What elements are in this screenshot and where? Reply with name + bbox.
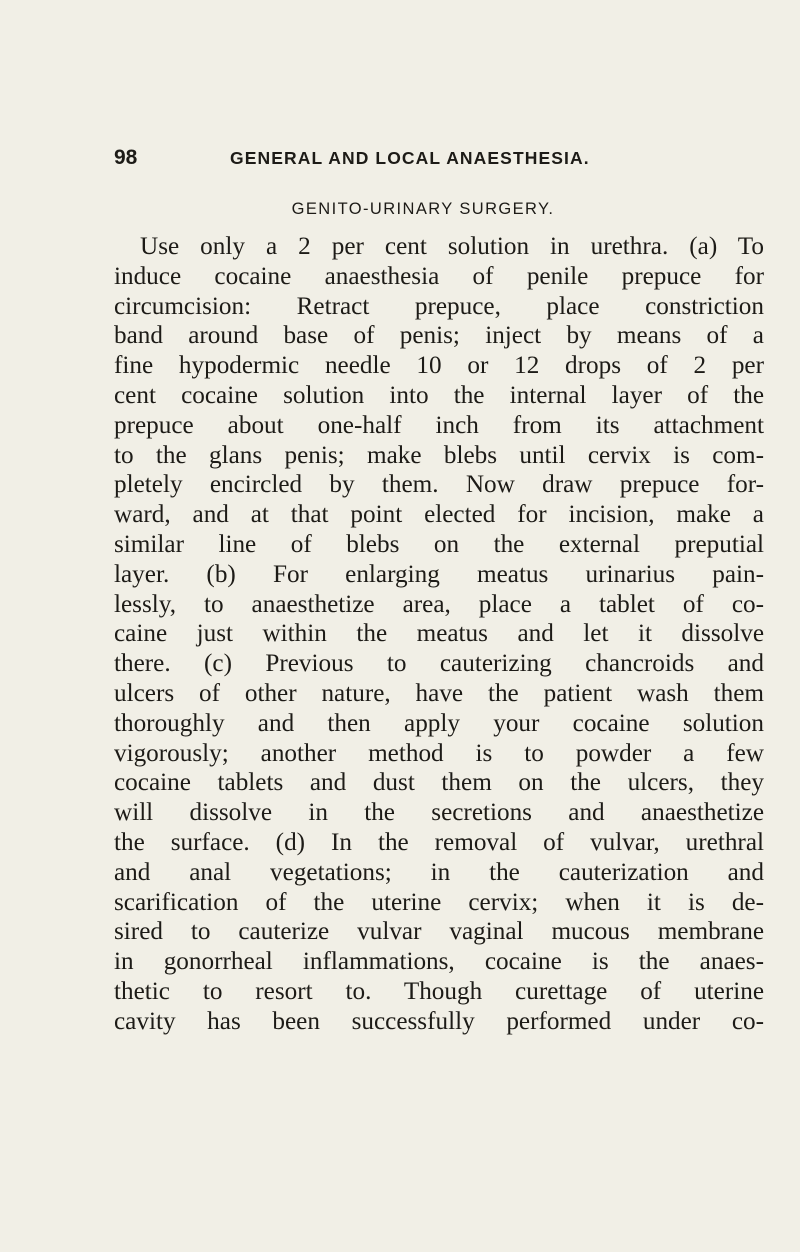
text-line: caine just within the meatus and let it dissolve (114, 620, 764, 648)
body-paragraph (114, 232, 764, 1037)
text-line: the surface. (d) In the removal of vulvar, urethral (114, 828, 764, 856)
text-line: in gonorrheal inflammations, cocaine is the anaes- (114, 948, 764, 976)
text-line: induce cocaine anaesthesia of penile prepuce for (114, 262, 764, 290)
text-line: there. (c) Previous to cauterizing chancroids and (114, 650, 764, 678)
text-line: cent cocaine solution into the internal layer of the (114, 381, 764, 409)
text-line: Use only a 2 per cent solution in urethra. (a) To (140, 233, 764, 260)
text-line: to the glans penis; make blebs until cervix is com- (114, 441, 764, 469)
text-line: scarification of the uterine cervix; when it is de- (114, 888, 764, 916)
text-line: cocaine tablets and dust them on the ulcers, they (114, 769, 764, 797)
text-line: thoroughly and then apply your cocaine solution (114, 709, 764, 737)
text-line: vigorously; another method is to powder a few (114, 739, 764, 767)
text-line: will dissolve in the secretions and anaesthetize (114, 799, 764, 827)
text-line: sired to cauterize vulvar vaginal mucous membrane (114, 918, 764, 946)
text-line: band around base of penis; inject by means of a (114, 322, 764, 350)
text-line: and anal vegetations; in the cauterization and (114, 858, 764, 886)
text-line: cavity has been successfully performed under co- (114, 1007, 764, 1035)
running-title: GENERAL AND LOCAL ANAESTHESIA. (230, 148, 590, 168)
running-head (114, 146, 764, 170)
text-line: lessly, to anaesthetize area, place a tablet of co- (114, 590, 764, 618)
text-line: ward, and at that point elected for incision, make a (114, 501, 764, 529)
text-line: prepuce about one-half inch from its attachment (114, 411, 764, 439)
page-number: 98 (114, 146, 138, 169)
text-line: pletely encircled by them. Now draw prepuce for- (114, 471, 764, 499)
text-line: circumcision: Retract prepuce, place constriction (114, 292, 764, 320)
text-line: layer. (b) For enlarging meatus urinarius pain- (114, 560, 764, 588)
text-line: similar line of blebs on the external preputial (114, 530, 764, 558)
text-line: ulcers of other nature, have the patient wash them (114, 679, 764, 707)
section-heading: GENITO-URINARY SURGERY. (291, 200, 555, 218)
text-line: fine hypodermic needle 10 or 12 drops of 2 per (114, 352, 764, 380)
text-line: thetic to resort to. Though curettage of uterine (114, 977, 764, 1005)
